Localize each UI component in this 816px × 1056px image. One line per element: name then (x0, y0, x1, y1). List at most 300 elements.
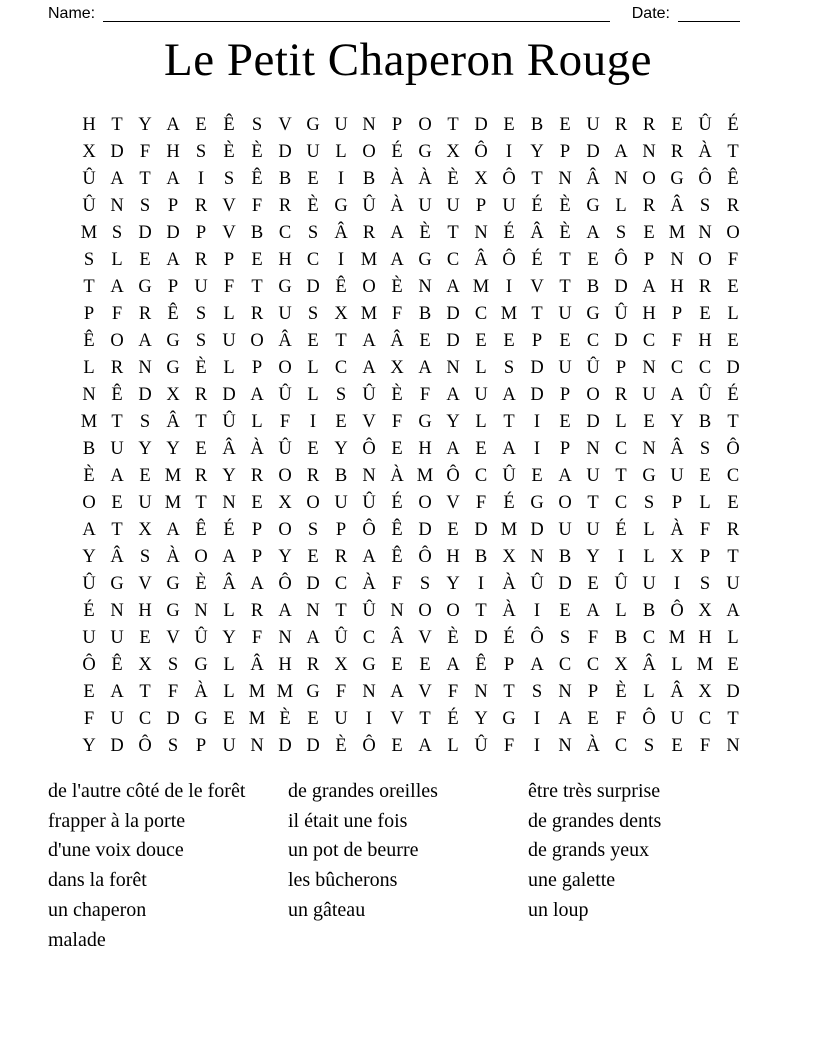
grid-cell: A (502, 385, 516, 405)
grid-cell: H (278, 655, 292, 675)
grid-cell: Û (614, 304, 628, 324)
grid-cell: P (615, 358, 627, 378)
grid-cell: E (559, 601, 571, 621)
grid-cell: D (166, 709, 180, 729)
grid-cell: V (222, 223, 236, 243)
grid-cell: H (446, 547, 460, 567)
grid-cell: A (166, 115, 180, 135)
grid-cell: Y (670, 412, 684, 432)
grid-cell: A (278, 601, 292, 621)
grid-cell: F (139, 142, 151, 162)
grid-cell: T (531, 304, 543, 324)
word-column (528, 777, 768, 955)
grid-cell: D (586, 142, 600, 162)
grid-cell: Ô (670, 601, 684, 621)
grid-cell: E (559, 115, 571, 135)
grid-cell: G (670, 169, 684, 189)
grid-cell: H (418, 439, 432, 459)
grid-cell: E (699, 304, 711, 324)
grid-cell: S (531, 682, 543, 702)
grid-cell: S (139, 547, 151, 567)
grid-cell: Ô (698, 169, 712, 189)
grid-cell: R (138, 304, 152, 324)
grid-cell: U (222, 331, 236, 351)
grid-cell: S (559, 628, 571, 648)
grid-cell: R (194, 466, 208, 486)
grid-cell: X (698, 682, 712, 702)
grid-cell: L (447, 736, 459, 756)
grid-cell: P (503, 655, 515, 675)
grid-cell: L (475, 412, 487, 432)
grid-cell: T (587, 493, 599, 513)
grid-cell: Ê (111, 655, 123, 675)
grid-cell: A (390, 223, 404, 243)
grid-cell: P (167, 277, 179, 297)
grid-cell: P (251, 358, 263, 378)
grid-cell: P (251, 520, 263, 540)
grid-cell: L (223, 601, 235, 621)
grid-cell: F (391, 304, 403, 324)
grid-cell: P (475, 196, 487, 216)
grid-cell: X (334, 304, 348, 324)
grid-cell: R (278, 196, 292, 216)
grid-cell: T (111, 520, 123, 540)
grid-cell: X (446, 142, 460, 162)
grid-cell: É (531, 196, 543, 216)
grid-cell: A (166, 520, 180, 540)
word-list (48, 777, 778, 955)
grid-cell: C (334, 358, 348, 378)
grid-cell: À (362, 574, 376, 594)
grid-cell: T (251, 277, 263, 297)
grid-cell: G (166, 358, 180, 378)
grid-cell: Â (670, 439, 684, 459)
grid-cell: A (306, 628, 320, 648)
grid-cell: P (587, 682, 599, 702)
grid-cell: C (726, 466, 740, 486)
grid-cell: H (698, 628, 712, 648)
grid-cell: A (390, 682, 404, 702)
grid-cell: I (533, 439, 541, 459)
grid-cell: G (502, 709, 516, 729)
word-list-item: d'une voix douce (48, 839, 184, 862)
grid-cell: R (194, 250, 208, 270)
grid-cell: U (474, 385, 488, 405)
grid-cell: L (643, 520, 655, 540)
grid-cell: U (726, 574, 740, 594)
grid-cell: A (110, 466, 124, 486)
grid-cell: A (558, 709, 572, 729)
grid-cell: É (727, 385, 739, 405)
grid-cell: E (587, 574, 599, 594)
grid-cell: Ô (502, 250, 516, 270)
grid-cell: A (390, 250, 404, 270)
grid-cell: S (699, 196, 711, 216)
grid-cell: T (335, 601, 347, 621)
grid-cell: E (139, 466, 151, 486)
grid-cell: N (110, 601, 124, 621)
grid-cell: R (614, 115, 628, 135)
grid-cell: R (110, 358, 124, 378)
grid-cell: Ô (502, 169, 516, 189)
grid-cell: Y (586, 547, 600, 567)
grid-cell: E (307, 331, 319, 351)
grid-cell: N (390, 601, 404, 621)
grid-cell: È (391, 385, 403, 405)
grid-cell: Û (82, 574, 96, 594)
grid-cell: F (587, 628, 599, 648)
grid-cell: À (418, 169, 432, 189)
grid-cell: A (110, 169, 124, 189)
grid-cell: C (446, 250, 460, 270)
grid-cell: S (83, 250, 95, 270)
grid-cell: È (391, 277, 403, 297)
grid-cell: L (615, 601, 627, 621)
grid-cell: A (166, 250, 180, 270)
date-label: Date: (631, 5, 670, 22)
grid-cell: Y (278, 547, 292, 567)
grid-cell: X (502, 547, 516, 567)
grid-cell: T (447, 115, 459, 135)
grid-cell: T (727, 709, 739, 729)
grid-cell: U (558, 304, 572, 324)
grid-cell: E (195, 115, 207, 135)
grid-cell: I (533, 736, 541, 756)
grid-cell: Â (110, 547, 124, 567)
grid-cell: N (362, 466, 376, 486)
grid-cell: L (223, 682, 235, 702)
grid-cell: U (642, 385, 656, 405)
grid-cell: M (360, 250, 378, 270)
grid-cell: N (642, 358, 656, 378)
grid-cell: N (614, 169, 628, 189)
grid-cell: T (727, 412, 739, 432)
grid-cell: D (110, 142, 124, 162)
grid-cell: T (195, 493, 207, 513)
grid-cell: C (642, 331, 656, 351)
grid-cell: C (138, 709, 152, 729)
grid-cell: A (586, 223, 600, 243)
grid-cell: S (111, 223, 123, 243)
grid-cell: Ô (474, 142, 488, 162)
grid-cell: È (559, 223, 571, 243)
grid-cell: À (166, 547, 180, 567)
grid-cell: R (250, 304, 264, 324)
grid-cell: E (559, 412, 571, 432)
grid-cell: F (391, 412, 403, 432)
grid-cell: L (83, 358, 95, 378)
grid-cell: G (166, 601, 180, 621)
grid-cell: Y (222, 628, 236, 648)
grid-cell: H (670, 277, 684, 297)
grid-cell: M (164, 493, 182, 513)
grid-cell: É (223, 520, 235, 540)
grid-cell: E (391, 439, 403, 459)
grid-cell: D (614, 277, 628, 297)
grid-row (75, 111, 747, 138)
date-fill-line (678, 6, 740, 22)
grid-cell: M (696, 655, 714, 675)
grid-cell: À (250, 439, 264, 459)
word-list-item: de grandes oreilles (288, 780, 438, 802)
grid-cell: M (500, 304, 518, 324)
grid-cell: E (503, 331, 515, 351)
word-column (288, 777, 528, 955)
grid-cell: Â (334, 223, 348, 243)
grid-cell: Û (362, 601, 376, 621)
grid-cell: X (334, 655, 348, 675)
grid-cell: T (83, 277, 95, 297)
grid-cell: A (446, 439, 460, 459)
grid-cell: À (502, 574, 516, 594)
grid-cell: G (362, 655, 376, 675)
page-title: Le Petit Chaperon Rouge (164, 34, 652, 86)
grid-cell: E (251, 493, 263, 513)
grid-cell: I (477, 574, 485, 594)
grid-cell: P (167, 196, 179, 216)
grid-cell: B (558, 547, 572, 567)
grid-cell: H (642, 304, 656, 324)
grid-cell: Â (586, 169, 600, 189)
grid-cell: E (475, 331, 487, 351)
grid-cell: R (250, 601, 264, 621)
grid-cell: T (419, 709, 431, 729)
grid-cell: S (251, 115, 263, 135)
grid-cell: N (698, 223, 712, 243)
grid-cell: L (223, 304, 235, 324)
grid-cell: I (337, 250, 345, 270)
word-list-item: un chaperon (48, 898, 147, 921)
grid-cell: B (698, 412, 712, 432)
grid-cell: N (558, 169, 572, 189)
grid-cell: È (83, 466, 95, 486)
grid-cell: D (474, 628, 488, 648)
grid-cell: Â (530, 223, 544, 243)
grid-cell: D (726, 682, 740, 702)
grid-row (75, 138, 747, 165)
grid-cell: Â (222, 574, 236, 594)
grid-cell: P (195, 736, 207, 756)
grid-cell: M (276, 682, 294, 702)
grid-cell: V (390, 709, 404, 729)
grid-cell: S (643, 736, 655, 756)
grid-cell: T (475, 601, 487, 621)
grid-cell: V (446, 493, 460, 513)
grid-cell: I (673, 574, 681, 594)
grid-cell: I (505, 277, 513, 297)
grid-cell: É (503, 223, 515, 243)
grid-cell: T (447, 223, 459, 243)
grid-cell: È (447, 169, 459, 189)
word-list-item: les bûcherons (288, 869, 398, 892)
grid-cell: É (391, 493, 403, 513)
grid-cell: O (698, 250, 712, 270)
grid-cell: E (475, 439, 487, 459)
grid-cell: A (110, 277, 124, 297)
grid-cell: L (223, 358, 235, 378)
grid-cell: Y (446, 412, 460, 432)
grid-row (75, 408, 747, 435)
grid-cell: R (726, 520, 740, 540)
grid-cell: A (418, 358, 432, 378)
grid-cell: S (139, 196, 151, 216)
grid-cell: A (166, 169, 180, 189)
grid-cell: G (586, 304, 600, 324)
grid-cell: N (278, 628, 292, 648)
grid-cell: O (558, 493, 572, 513)
grid-cell: U (446, 196, 460, 216)
grid-row (75, 705, 747, 732)
grid-cell: U (334, 709, 348, 729)
grid-cell: M (416, 466, 434, 486)
grid-cell: V (166, 628, 180, 648)
grid-cell: Ê (335, 277, 347, 297)
grid-cell: Û (530, 574, 544, 594)
grid-cell: U (82, 628, 96, 648)
grid-cell: F (447, 682, 459, 702)
word-list-item: malade (48, 928, 106, 951)
grid-cell: A (222, 547, 236, 567)
grid-cell: Û (82, 196, 96, 216)
grid-cell: S (307, 223, 319, 243)
grid-cell: C (362, 628, 376, 648)
grid-cell: F (475, 493, 487, 513)
grid-cell: U (278, 304, 292, 324)
grid-cell: S (615, 223, 627, 243)
grid-cell: U (110, 439, 124, 459)
grid-cell: E (727, 493, 739, 513)
grid-cell: C (698, 358, 712, 378)
grid-cell: X (670, 547, 684, 567)
grid-row (75, 327, 747, 354)
grid-row (75, 597, 747, 624)
grid-row (75, 165, 747, 192)
grid-cell: Ê (391, 547, 403, 567)
grid-cell: U (110, 709, 124, 729)
grid-cell: I (309, 412, 317, 432)
grid-cell: F (223, 277, 235, 297)
grid-cell: P (699, 547, 711, 567)
grid-cell: Û (614, 574, 628, 594)
grid-cell: E (391, 655, 403, 675)
grid-cell: C (278, 223, 292, 243)
grid-cell: O (418, 493, 432, 513)
grid-cell: L (699, 493, 711, 513)
word-list-item: un pot de beurre (288, 839, 419, 862)
grid-cell: U (502, 196, 516, 216)
grid-cell: S (195, 331, 207, 351)
grid-cell: E (111, 493, 123, 513)
grid-row (75, 516, 747, 543)
grid-cell: E (307, 169, 319, 189)
grid-cell: N (670, 250, 684, 270)
grid-cell: Y (138, 115, 152, 135)
grid-cell: M (248, 682, 266, 702)
grid-cell: R (642, 196, 656, 216)
grid-cell: A (726, 601, 740, 621)
grid-cell: D (446, 331, 460, 351)
grid-cell: É (531, 250, 543, 270)
grid-cell: T (531, 169, 543, 189)
grid-cell: S (167, 736, 179, 756)
grid-cell: E (587, 250, 599, 270)
grid-cell: I (533, 709, 541, 729)
word-list-item: une galette (528, 869, 616, 892)
grid-cell: B (614, 628, 628, 648)
grid-cell: F (727, 250, 739, 270)
grid-cell: C (642, 628, 656, 648)
grid-cell: Û (586, 358, 600, 378)
grid-cell: S (699, 574, 711, 594)
grid-cell: R (726, 196, 740, 216)
grid-cell: E (195, 439, 207, 459)
grid-cell: G (166, 331, 180, 351)
grid-cell: È (279, 709, 291, 729)
grid-cell: È (335, 736, 347, 756)
grid-cell: P (251, 547, 263, 567)
grid-cell: C (586, 331, 600, 351)
grid-cell: U (418, 196, 432, 216)
grid-cell: X (698, 601, 712, 621)
grid-cell: Y (166, 439, 180, 459)
grid-cell: M (360, 304, 378, 324)
grid-cell: G (306, 682, 320, 702)
grid-cell: N (362, 682, 376, 702)
grid-row (75, 192, 747, 219)
grid-cell: A (362, 358, 376, 378)
grid-row (75, 732, 747, 759)
grid-cell: P (335, 520, 347, 540)
grid-cell: Y (474, 709, 488, 729)
grid-cell: O (642, 169, 656, 189)
grid-cell: C (614, 736, 628, 756)
grid-cell: L (615, 196, 627, 216)
grid-cell: T (111, 412, 123, 432)
grid-cell: À (586, 736, 600, 756)
grid-cell: R (306, 466, 320, 486)
grid-cell: I (365, 709, 373, 729)
grid-cell: T (503, 682, 515, 702)
grid-cell: Û (278, 385, 292, 405)
grid-cell: G (418, 142, 432, 162)
grid-cell: N (586, 439, 600, 459)
grid-cell: Û (194, 628, 208, 648)
grid-row (75, 678, 747, 705)
grid-cell: O (82, 493, 96, 513)
grid-cell: T (559, 277, 571, 297)
grid-cell: Û (698, 385, 712, 405)
grid-cell: À (390, 169, 404, 189)
grid-cell: U (138, 493, 152, 513)
grid-cell: É (503, 628, 515, 648)
grid-cell: N (194, 601, 208, 621)
grid-cell: E (139, 628, 151, 648)
grid-cell: U (334, 493, 348, 513)
grid-cell: H (138, 601, 152, 621)
grid-cell: À (390, 466, 404, 486)
grid-cell: Ê (195, 520, 207, 540)
grid-cell: F (671, 331, 683, 351)
grid-cell: N (362, 115, 376, 135)
grid-cell: R (306, 655, 320, 675)
grid-cell: X (614, 655, 628, 675)
grid-cell: À (502, 601, 516, 621)
grid-cell: U (670, 466, 684, 486)
grid-cell: I (505, 142, 513, 162)
grid-cell: O (250, 331, 264, 351)
grid-cell: Ô (362, 439, 376, 459)
grid-cell: N (530, 547, 544, 567)
